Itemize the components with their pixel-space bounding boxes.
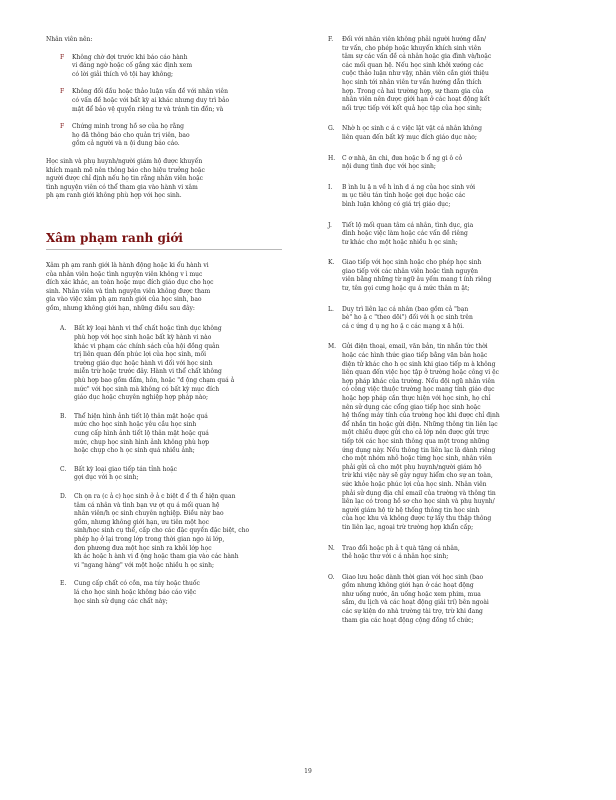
list-item: [328, 574, 560, 626]
list-item: [328, 306, 560, 332]
item-text: Giao lưu hoặc dành thời gian với học sinh (bao gồm nhưng không giới hạn ở các hoạt động như uống nước, ăn uống hoặc xem phim, mua sắm, du lịch và các hoạt động giải trí) bên ngoài các sự kiện do nhà trường tài trợ, trừ khi đang tham gia các hoạt động cộng đồng tổ chức;: [342, 573, 489, 624]
intro-text: Nhân viên nên:: [46, 36, 93, 43]
item-letter: H.: [328, 154, 336, 162]
list-item: [60, 580, 282, 606]
list-item: [328, 545, 560, 562]
item-text: Gửi điện thoại, email, văn bản, tin nhắn tức thời hoặc các hình thức giao tiếp bằng văn bản hoặc điện tử khác cho h ọc sinh khi giao tiếp m à không liên quan đến việc học tập ở trường hoặc công vi ệc hợp pháp khác của trường. Nếu đội ngũ nhân viên có công việc thuộc trường học mang tính giáo dục hoặc hợp pháp cần thực hiện với học sinh, họ chỉ nên sử dụng các cổng giao tiếp học sinh hoặc hệ thống máy tính của trường học khi được chỉ định để nhắn tin hoặc gửi điện. Những thông tin liên lạc một chiều được gửi cho cả lớp nên được gửi trực tiếp tới các học sinh thông qua một trong những ứng dụng này. Nếu thông tin liên lạc là dành riêng cho một nhóm nhỏ hoặc từng học sinh, nhân viên phải gửi cả cho một phụ huynh/người giám hộ trừ khi việc này sẽ gây nguy hiểm cho sự an toàn, sức khỏe hoặc phúc lợi của học sinh. Nhân viên phải sử dụng địa chỉ email của trường và thông tin liên lạc có trong hồ sơ cho học sinh và phụ huynh/ người giám hộ từ hệ thống thông tin học sinh của học khu và không được tự lấy thu thập thông tin liên lạc, ngoại trừ trường hợp khẩn cấp;: [342, 343, 500, 531]
item-letter: L.: [328, 305, 334, 313]
item-letter: I.: [328, 183, 333, 191]
item-text: Ch ọn ra (c ả c) học sinh ở ả c biệt đ ể th ể hiện quan tâm cá nhân và tình bạn vư ợt qu á mối quan hệ nhân viên/h ọc sinh chuyên nghiệp. Điều này bao gồm, nhưng không giới hạn, ưu tiên một học sinh/học sinh cụ thể, cấp cho các đặc quyền đặc biệt, cho phép họ ở lại trong lớp trong thời gian ngo ài lớp, đơn phương đưa một học sinh ra khỏi lớp học kh ác hoặc h ành vi đ ộng hoặc tham gia vào các hành vi "ngang hàng" với một hoặc nhiều h ọc sinh;: [74, 492, 250, 569]
bullet-text: Chứng minh trong hồ sơ của họ rằng họ đã thông báo cho quản trị viên, bao gồm cả người và n ội dung báo cáo.: [72, 123, 190, 148]
list-item: [328, 222, 560, 248]
item-letter: A.: [60, 325, 67, 333]
bullet-item: [60, 54, 282, 80]
item-text: Bất kỳ loại giao tiếp tán tỉnh hoặc gợi dục với h ọc sinh;: [74, 465, 178, 482]
bullet-marker: F: [60, 123, 65, 131]
section-heading: Xâm phạm ranh giới: [46, 230, 183, 245]
item-text: Nhờ h ọc sinh c á c việc lặt vặt cá nhân không liên quan đến bất kỳ mục đích giáo dục nào;: [342, 125, 482, 141]
item-text: Trao đổi hoặc ph ả t quà tặng cá nhân, thẻ hoặc thư với c á nhân học sinh;: [342, 544, 460, 561]
list-item: [60, 493, 282, 570]
list-item: [328, 155, 560, 172]
list-item: [328, 259, 560, 293]
bullet-marker: F: [60, 53, 65, 61]
list-item: [60, 325, 282, 402]
item-letter: G.: [328, 125, 335, 133]
heading-divider: [46, 249, 282, 250]
page-number: 19: [304, 768, 312, 775]
item-letter: M.: [328, 343, 337, 351]
list-item: [328, 184, 560, 210]
bullet-item: [60, 88, 282, 114]
item-letter: B.: [60, 412, 67, 420]
section-intro: Xâm ph ạm ranh giới là hành động hoặc ki ểu hành vi của nhân viên hoặc tình nguyện viên không v ì mục đích xác khác, an toàn hoặc mục đích giáo dục cho học sinh. Nhân viên và tình nguyện viên không được tham gia vào việc xâm ph ạm ranh giới của học sinh, bao gồm, nhưng không giới hạn, những điều sau đây:: [46, 261, 214, 312]
bullet-text: Không đối đầu hoặc thảo luận vấn đề với nhân viên có vấn đề hoặc với bất kỳ ai khác nhưng duy trì bảo mật để bảo vệ quyền riêng tư và tránh tin đồn; và: [72, 88, 230, 113]
bullet-marker: F: [60, 88, 65, 96]
item-letter: E.: [60, 580, 67, 588]
item-letter: F.: [328, 36, 334, 43]
item-letter: K.: [328, 259, 335, 267]
item-letter: O.: [328, 573, 335, 581]
item-text: Bất kỳ loại hành vi thể chất hoặc tình dục không phù hợp với học sinh hoặc bất kỳ hành vi nào khác vi phạm các chính sách của hội đồng quản trị liên quan đến phúc lợi của học sinh, mối trường giáo dục hoặc hành vi đối với học sinh miễn trừ hoặc trước đây. Hành vi thể chất không phù hợp bao gồm đấm, hôn, hoặc "đ ộng chạm quá ả mức" với học sinh mà không có bất kỳ mục đích giáo dục hoặc chuyên nghiệp hợp pháp nào;: [74, 325, 235, 402]
right-column: [328, 36, 560, 637]
item-text: C ơ nhà, ăn chi, đưa hoặc b ổ ng gi ô cỏ nội dung tình dục với học sinh;: [342, 154, 463, 171]
bullet-text: Không chờ đợi trước khi báo cáo hành vi đáng ngờ hoặc cố gắng xác định xem có lời giải thích vô tội hay không;: [72, 53, 193, 78]
list-item: [60, 413, 282, 456]
list-item: [328, 343, 560, 532]
item-text: Tiết lộ mối quan tâm cá nhân, tình dục, gia đình hoặc việc làm hoặc các vấn đề riêng tư khác cho một hoặc nhiều h ọc sinh;: [342, 221, 474, 246]
list-item: [328, 125, 560, 142]
item-text: Cung cấp chất có cồn, ma túy hoặc thuốc lá cho học sinh hoặc không báo cáo việc học sinh sử dụng các chất này;: [74, 580, 200, 605]
item-text: Giao tiếp với học sinh hoặc cho phép học sinh giao tiếp với các nhân viên hoặc tình nguyện viên bằng những từ ngữ âu yếm mang t ính riêng tư, tên gọi cưng hoặc qu á mức thân m ật;: [342, 259, 492, 293]
list-item: [60, 466, 282, 483]
item-letter: D.: [60, 492, 67, 500]
item-text: B ình lu ậ n về h ình d á ng của học sinh với m ục tiêu tán tỉnh hoặc gợi dục hoặc các bình luận không có giá trị giáo dục;: [342, 183, 475, 208]
item-letter: J.: [328, 221, 332, 229]
item-text: Duy trì liên lạc cá nhân (bao gồm cả "bạn bè" ho ặ c "theo dõi") đối với h ọc sinh trên cá c ứng d ụ ng ho ặ c các mạng x ã hội.: [342, 305, 473, 330]
left-column: [46, 36, 282, 616]
left-item-list: [46, 325, 282, 606]
reporting-paragraph: Học sinh và phụ huynh/người giám hộ được khuyến khích mạnh mẽ nên thông báo cho hiệu trưởng hoặc người được chỉ định nếu họ tin rằng nhân viên hoặc tình nguyện viên có thể tham gia vào hành vi xâm ph ạm ranh giới không phù hợp với học sinh.: [46, 157, 205, 200]
bullet-item: [60, 123, 282, 149]
item-letter: N.: [328, 544, 335, 552]
item-letter: C.: [60, 465, 67, 473]
item-text: Đối với nhân viên không phải người hướng dẫn/ tư vấn, cho phép hoặc khuyến khích sinh viên tâm sự các vấn đề cá nhân hoặc gia đình và/hoặc các mối quan hệ. Nếu học sinh khởi xướng các cuộc thảo luận như vậy, nhân viên cần giới thiệu học sinh tới nhân viên tư vấn hướng dẫn thích hợp. Trong cả hai trường hợp, sự tham gia của nhân viên nên được giới hạn ở các hoạt động kết nối trực tiếp với kết quả học tập của học sinh;: [342, 36, 492, 112]
list-item: [328, 36, 560, 113]
item-text: Thể hiện hình ảnh tiết lộ thân mật hoặc quá mức cho học sinh hoặc yêu cầu học sinh cung cấp hình ảnh tiết lộ thân mật hoặc quá mức, chụp học sinh hình ảnh không phù hợp hoặc chụp cho h ọc sinh quá nhiều ảnh;: [74, 412, 210, 455]
